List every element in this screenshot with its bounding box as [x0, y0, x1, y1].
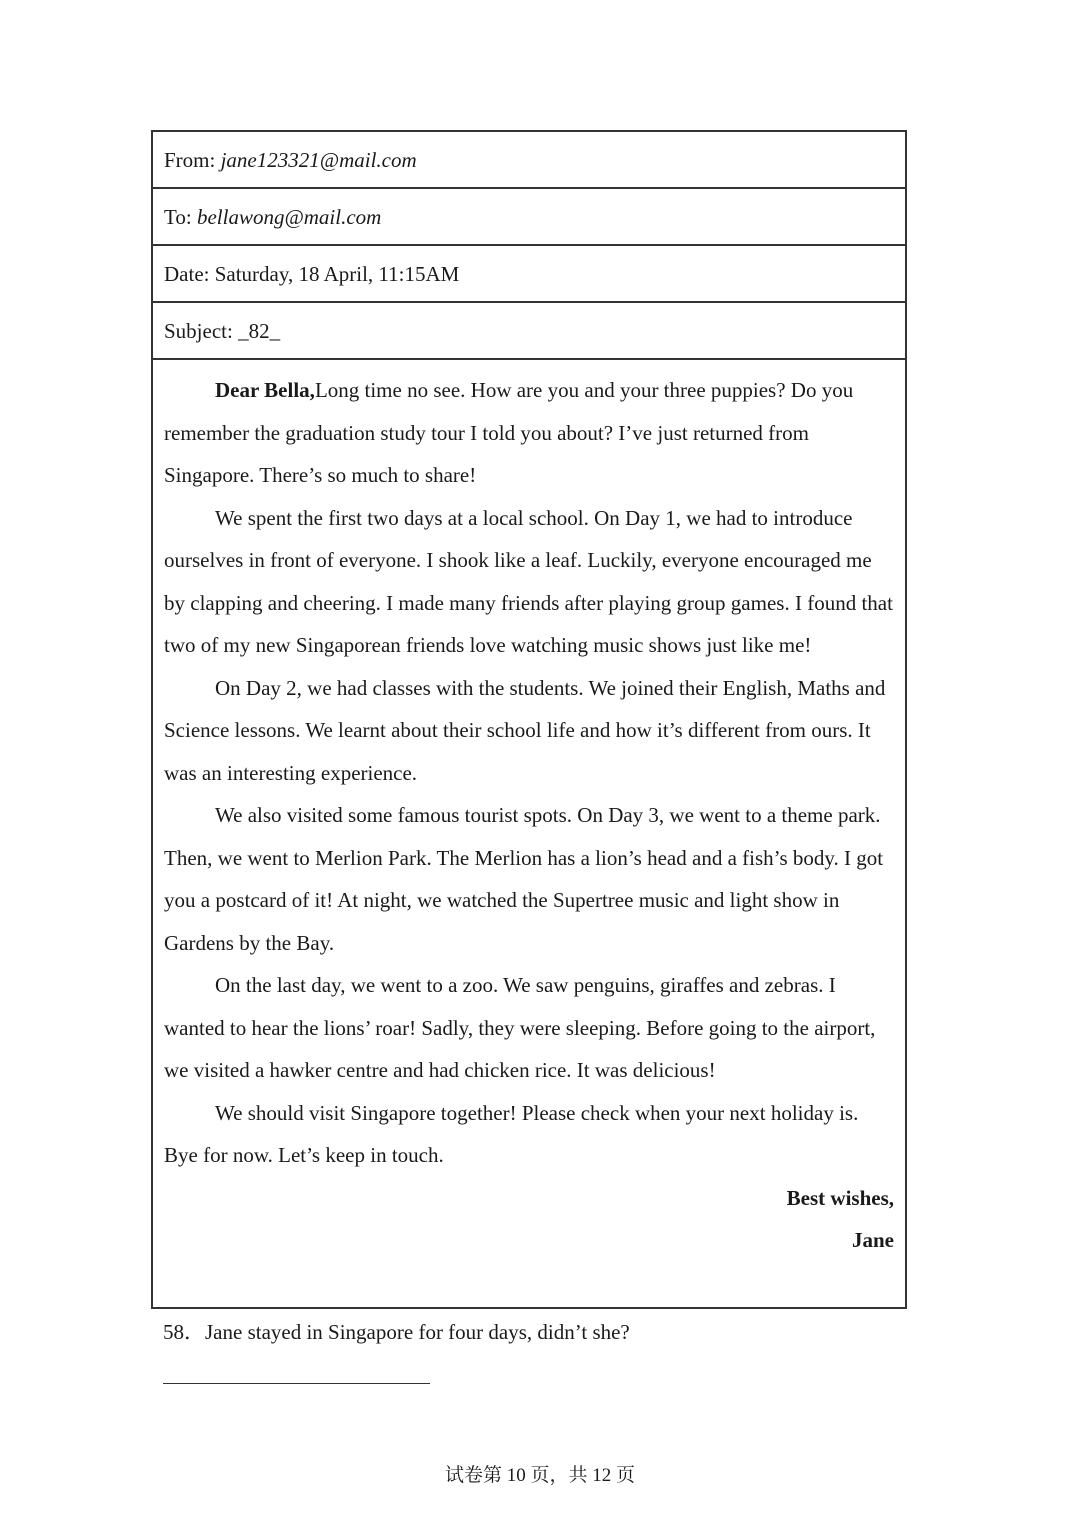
email-body	[153, 360, 905, 1262]
to-address: bellawong@mail.com	[196, 205, 382, 229]
paragraph-5: On the last day, we went to a zoo. We saw penguins, giraffes and zebras. I wanted to hear the lions’ roar! Sadly, they were sleeping. Before going to the airport, we visited a hawker centre and had chicken rice. It was delicious!	[164, 973, 876, 1082]
date-row	[153, 246, 905, 303]
answer-line[interactable]	[163, 1383, 430, 1384]
page-footer: 试卷第 10 页，共 12 页	[444, 1465, 635, 1486]
from-address: jane123321@mail.com	[220, 148, 417, 172]
signature: Jane	[852, 1228, 894, 1252]
question-58: 58．Jane stayed in Singapore for four days, didn’t she?	[163, 1320, 630, 1344]
greeting: Dear Bella,	[215, 378, 315, 402]
subject-text: Subject: _82_	[164, 319, 281, 343]
from-label: From:	[164, 148, 221, 172]
paragraph-1-text: Long time no see. How are you and your three puppies? Do you remember the graduation study tour I told you about? I’ve just returned from Singapore. There’s so much to share!	[164, 378, 854, 487]
date-text: Date: Saturday, 18 April, 11:15AM	[164, 262, 460, 286]
closing: Best wishes,	[786, 1185, 894, 1210]
paragraph-6: We should visit Singapore together! Please check when your next holiday is. Bye for now. Let’s keep in touch.	[164, 1100, 859, 1167]
paragraph-2: We spent the first two days at a local school. On Day 1, we had to introduce ourselves in front of everyone. I shook like a leaf. Luckily, everyone encouraged me by clapping and cheering. I made many friends after playing group games. I found that two of my new Singaporean friends love watching music shows just like me!	[164, 505, 893, 657]
paragraph-3: On Day 2, we had classes with the students. We joined their English, Maths and Science lessons. We learnt about their school life and how it’s different from ours. It was an interesting experience.	[164, 675, 886, 785]
to-row	[153, 189, 905, 246]
paragraph-1	[164, 369, 894, 497]
from-row	[153, 132, 905, 189]
to-label: To:	[164, 205, 197, 229]
subject-row	[153, 303, 905, 360]
paragraph-4: We also visited some famous tourist spots. On Day 3, we went to a theme park. Then, we went to Merlion Park. The Merlion has a lion’s head and a fish’s body. I got you a postcard of it! At night, we watched the Supertree music and light show in Gardens by the Bay.	[164, 803, 884, 955]
email-box	[151, 130, 907, 1309]
